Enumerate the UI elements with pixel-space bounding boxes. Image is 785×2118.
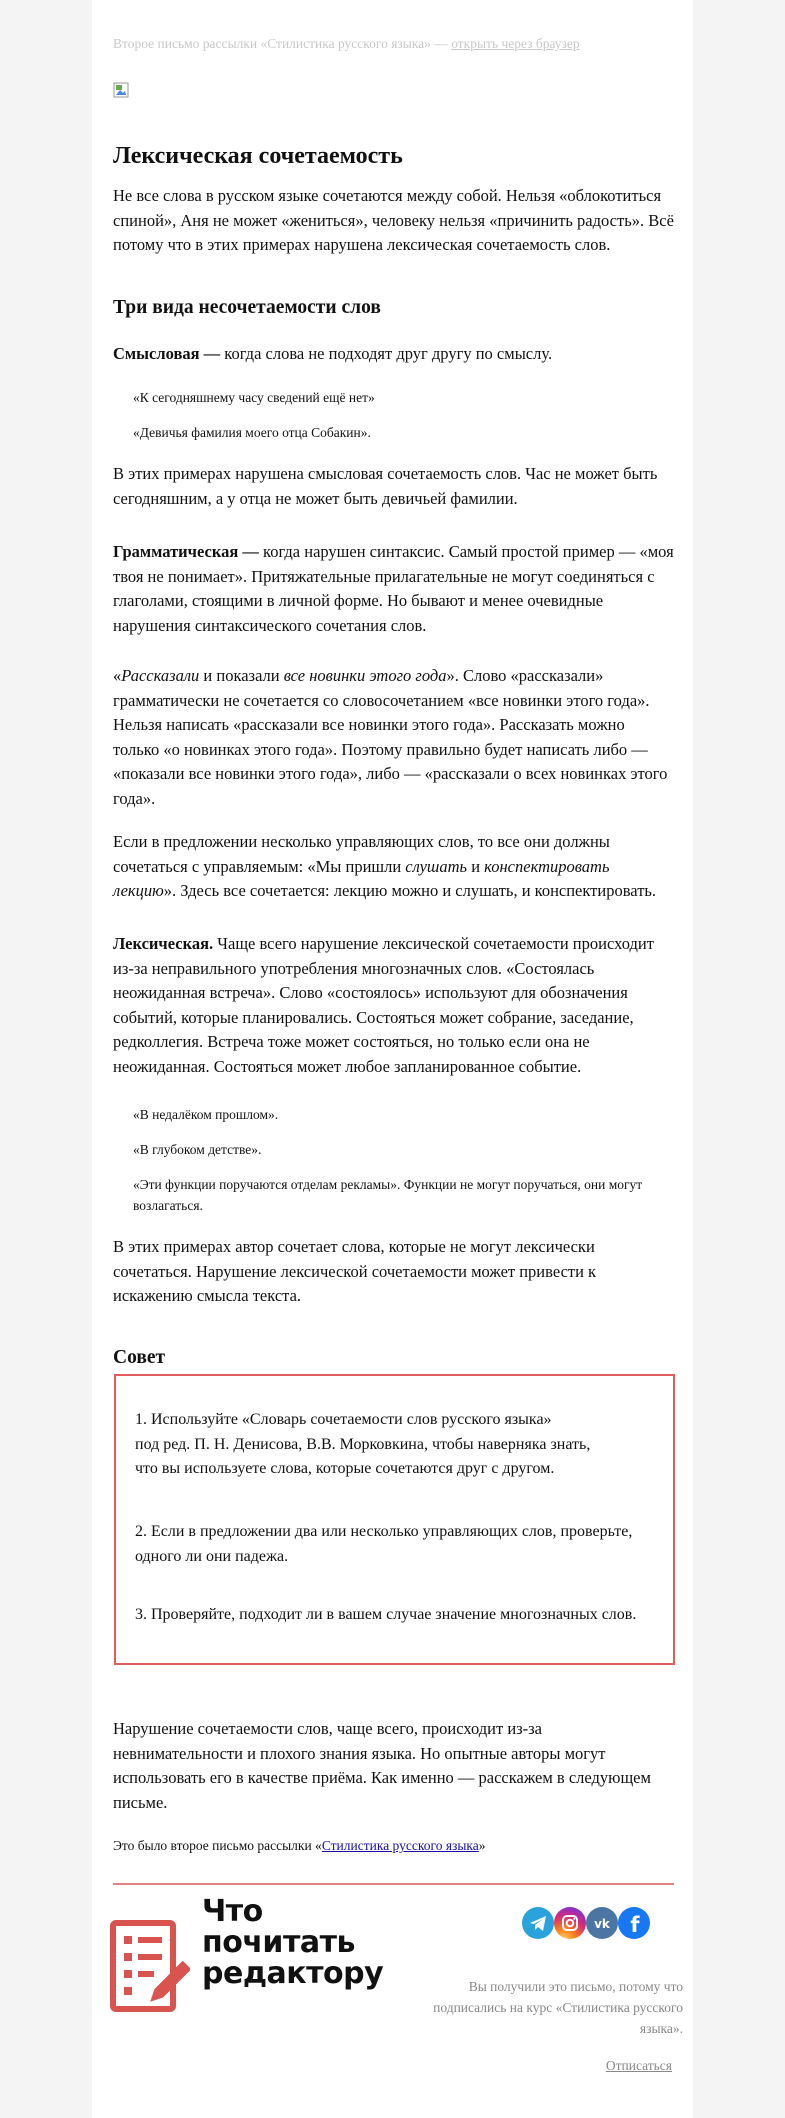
grammatical-label: Грамматическая — <box>113 542 259 561</box>
unsubscribe-link[interactable]: Отписаться <box>605 2058 672 2073</box>
governance-paragraph: Если в предложении несколько управляющих слов, то все они должны сочетаться с управляемым: «Мы пришли слушать и конспектировать лекцию». Здесь все сочетается: лекцию можно и слушать, и конспектировать. <box>113 832 657 900</box>
outro-paragraph: Нарушение сочетаемости слов, чаще всего, происходит из-за невнимательности и плохого знания языка. Но опытные авторы могут использовать его в качестве приёма. Как именно — расскажем в следующем письме. <box>113 1719 651 1812</box>
grammatical-example-paragraph: «Рассказали и показали все новинки этого года». Слово «рассказали» грамматически не сочетается со словосочетанием «все новинки этого года». Нельзя написать «рассказали все новинки этого года». Рассказать можно только «о новинках этого года». Поэтому правильно будет написать либо — «показали все новинки этого года», либо — «рассказали о всех новинках этого года». <box>113 666 668 808</box>
logo-text: Что почитать редактору <box>202 1894 384 1991</box>
svg-text:vk: vk <box>594 1917 610 1931</box>
intro-paragraph: Не все слова в русском языке сочетаются между собой. Нельзя «облокотиться спиной», Аня не может «жениться», человеку нельзя «причинить радость». Всё потому что в этих примерах нарушена лексическая сочетаемость слов. <box>113 186 674 254</box>
facebook-icon[interactable] <box>618 1907 650 1939</box>
tip-3: 3. Проверяйте, подходит ли в вашем случае значение многозначных слов. <box>135 1606 637 1623</box>
preheader-text: Второе письмо рассылки «Стилистика русского языка» — <box>113 36 452 51</box>
advice-box <box>114 1374 675 1665</box>
open-in-browser-link[interactable]: открыть через браузер <box>451 36 580 51</box>
lexical-example-3: «Эти функции поручаются отделам рекламы». Функции не могут поручаться, они могут возлагаться. <box>133 1177 643 1213</box>
tip-2: 2. Если в предложении два или несколько управляющих слов, проверьте, одного ли они падежа. <box>135 1523 633 1565</box>
telegram-icon[interactable] <box>522 1907 554 1939</box>
instagram-icon[interactable] <box>554 1907 586 1939</box>
lexical-paragraph: Лексическая. Чаще всего нарушение лексической сочетаемости происходит из-за неправильного употребления многозначных слов. «Состоялась неожиданная встреча». Слово «состоялось» используют для обозначения событий, которые планировались. Состояться может собрание, заседание, редколлегия. Встреча тоже может состояться, но только если она не неожиданная. Состояться может любое запланированное событие. <box>113 934 654 1076</box>
vk-icon[interactable] <box>586 1907 618 1939</box>
lexical-label: Лексическая. <box>113 934 214 953</box>
lexical-example-1: «В недалёком прошлом». <box>133 1107 279 1122</box>
email-sheet <box>92 0 693 2118</box>
signoff: Это было второе письмо рассылки «Стилистика русского языка» <box>113 1838 486 1853</box>
tip-1: 1. Используйте «Словарь сочетаемости слов русского языка» под ред. П. Н. Денисова, В.В. Морковкина, чтобы наверняка знать, что вы используете слова, которые сочетаются друг с другом. <box>135 1411 591 1477</box>
semantic-label: Смысловая — <box>113 344 221 363</box>
lexical-example-2: «В глубоком детстве». <box>133 1142 262 1157</box>
semantic-paragraph: Смысловая — когда слова не подходят друг другу по смыслу. <box>113 344 553 363</box>
preheader <box>113 36 674 52</box>
course-link[interactable]: Стилистика русского языка <box>321 1838 479 1853</box>
lexical-explanation: В этих примерах автор сочетает слова, которые не могут лексически сочетаться. Нарушение лексической сочетаемости может привести к искажению смысла текста. <box>113 1237 597 1305</box>
broken-image-icon <box>113 82 129 98</box>
semantic-example-2: «Девичья фамилия моего отца Собакин». <box>133 425 371 440</box>
section-heading-advice: Совет <box>113 1347 166 1368</box>
article-title: Лексическая сочетаемость <box>113 143 403 169</box>
footer-note: Вы получили это письмо, потому что подписались на курс «Стилистика русского языка». <box>433 1979 683 2036</box>
semantic-explanation: В этих примерах нарушена смысловая сочетаемость слов. Час не может быть сегодняшним, а у отца не может быть девичьей фамилии. <box>113 464 658 508</box>
grammatical-paragraph: Грамматическая — когда нарушен синтаксис. Самый простой пример — «моя твоя не понимает». Притяжательные прилагательные не могут соединяться с глаголами, стоящими в личной форме. Но бывают и менее очевидные нарушения синтаксического сочетания слов. <box>113 542 674 635</box>
semantic-example-1: «К сегодняшнему часу сведений ещё нет» <box>133 390 375 405</box>
svg-text:f: f <box>630 1913 640 1937</box>
section-heading-types: Три вида несочетаемости слов <box>113 297 381 318</box>
